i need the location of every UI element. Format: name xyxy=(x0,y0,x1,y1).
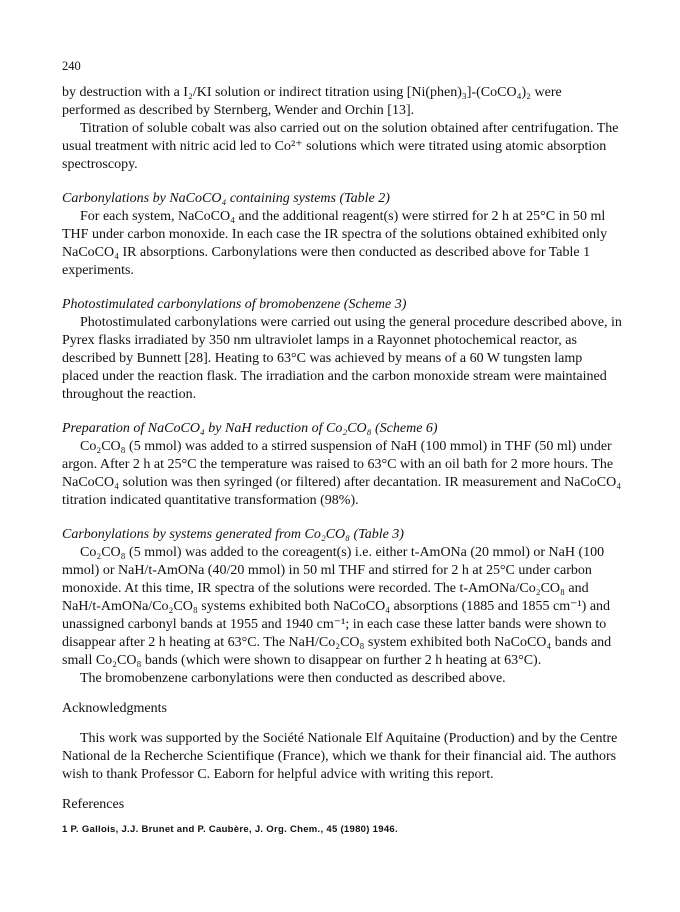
section-text-co2co8-systems: Co₂CO₈ (5 mmol) was added to the coreagent(s) i.e. either t-AmONa (20 mmol) or NaH (100 mmol) or NaH/t-AmONa (40/20 mmol) in 50 ml THF and stirred for 2 h at 25°C under carbon monoxide. At this time, IR spectra of the solutions were recorded. The t-AmONa/Co₂CO₈ and NaH/t-AmONa/Co₂CO₈ systems exhibited both NaCoCO₄ absorptions (1885 and 1855 cm⁻¹) and unassigned carbonyl bands at 1955 and 1940 cm⁻¹; in each case these latter bands were shown to disappear after 2 h heating at 63°C. The NaH/Co₂CO₈ system exhibited both NaCoCO₄ bands and small Co₂CO₈ bands (which were shown to disappear on further 2 h heating at 63°C). xyxy=(62,545,612,668)
section-title-co2co8-systems: Carbonylations by systems generated from Co₂CO₈ (Table 3) xyxy=(62,527,404,542)
acknowledgments-heading: Acknowledgments xyxy=(62,701,167,716)
paragraph-titration-methods: by destruction with a I₂/KI solution or indirect titration using [Ni(phen)₃]-(CoCO₄)₂ were performed as described by Sternberg, Wender and Orchin [13]. xyxy=(62,85,562,118)
paragraph-cobalt-titration: Titration of soluble cobalt was also carried out on the solution obtained after centrifugation. The usual treatment with nitric acid led to Co²⁺ solutions which were titrated using atomic absorption spectroscopy. xyxy=(62,121,619,172)
section-text-nacoco4-carbonylations: For each system, NaCoCO₄ and the additional reagent(s) were stirred for 2 h at 25°C in 50 ml THF under carbon monoxide. In each case the IR spectra of the solutions obtained exhibited only NaCoCO₄ IR absorptions. Carbonylations were then conducted as described above for Table 1 experiments. xyxy=(62,209,608,278)
reference-item: 1 P. Gallois, J.J. Brunet and P. Caubère, J. Org. Chem., 45 (1980) 1946. xyxy=(62,824,398,835)
section-text-preparation: Co₂CO₈ (5 mmol) was added to a stirred suspension of NaH (100 mmol) in THF (50 ml) under argon. After 2 h at 25°C the temperature was raised to 63°C with an oil bath for 2 more hours. The NaCoCO₄ solution was then syringed (or filtered) after decantation. IR measurement and NaCoCO₄ titration indicated quantitative transformation (98%). xyxy=(62,439,622,508)
page-number: 240 xyxy=(62,59,81,73)
section-text-photostimulated: Photostimulated carbonylations were carried out using the general procedure described above, in Pyrex flasks irradiated by 350 nm ultraviolet lamps in a Rayonnet photochemical reactor, as described by Bunnett [28]. Heating to 63°C was achieved by means of a 60 W tungsten lamp placed under the reaction flask. The irradiation and the carbon monoxide stream were maintained throughout the reaction. xyxy=(62,315,622,402)
section-title-nacoco4-carbonylations: Carbonylations by NaCoCO₄ containing systems (Table 2) xyxy=(62,191,390,206)
acknowledgments-text: This work was supported by the Société Nationale Elf Aquitaine (Production) and by the Centre National de la Recherche Scientifique (France), which we thank for their financial aid. The authors wish to thank Professor C. Eaborn for helpful advice with writing this report. xyxy=(62,731,618,782)
references-heading: References xyxy=(62,797,125,812)
article-body xyxy=(62,84,622,836)
section-title-preparation: Preparation of NaCoCO₄ by NaH reduction of Co₂CO₈ (Scheme 6) xyxy=(62,421,438,436)
section-text-bromobenzene: The bromobenzene carbonylations were then conducted as described above. xyxy=(80,671,506,686)
section-title-photostimulated: Photostimulated carbonylations of bromobenzene (Scheme 3) xyxy=(62,297,407,312)
